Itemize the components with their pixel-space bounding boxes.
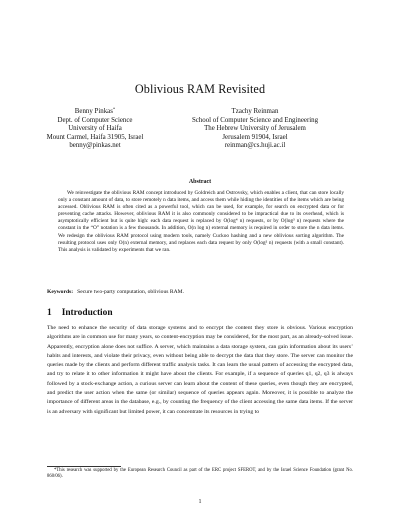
- abstract: [58, 190, 344, 254]
- author-1-name-line: [40, 108, 150, 117]
- author-2: [150, 108, 360, 151]
- section-heading: [47, 308, 113, 318]
- author-1-name: Benny Pinkas: [74, 108, 113, 115]
- author-2-email: reinman@cs.huji.ac.il: [224, 142, 286, 150]
- author-2-name: Tzachy Reinman: [231, 108, 279, 115]
- body-paragraph: The need to enhance the security of data storage systems and to encrypt the content they store is obvious. Various encryption algorithms are in common use for many years, so content-encryption may be considered, for the most part, as an already-solved issue. Apparently, encryption alone does not suffice. A server, which maintains a data storage system, can gain information about its users’ habits and interests, and violate their privacy, even without being able to decrypt the data that they store. The server can monitor the queries made by the clients and perform different traffic analysis tasks. It can learn the usual pattern of accessing the encrypted data, and try to relate it to other information it might have about the clients. For example, if a sequence of queries q1, q2, q3 is always followed by a stock-exchange action, a curious server can learn about the content of these queries, even though they are encrypted, and predict the user action when the same (or similar) sequence of queries appears again. Moreover, it is possible to analyze the importance of different areas in the database, e.g., by counting the frequency of the client accessing the same data items. If the server is an adversary with significant but limited power, it can concentrate its resources in trying to: [47, 325, 353, 415]
- footnote-text: *This research was supported by the European Research Council as part of the ERC project SFEROT, and by the Israel Science Foundation (grant No. 860/06).: [47, 468, 353, 480]
- author-1-dept: Dept. of Computer Science: [57, 116, 133, 124]
- abstract-text: We reinvestigate the oblivious RAM concept introduced by Goldreich and Ostrovsky, which enables a client, that can store locally only a constant amount of data, to store remotely n data items, and access them while hiding the identities of the items which are being accessed. Oblivious RAM is often cited as a powerful tool, which can be used, for example, for search on encrypted data or for preventing cache attacks. However, oblivious RAM it is also commonly considered to be impractical due to its overhead, which is asymptotically efficient but is quite high: each data request is replaced by O(log⁴ n) requests, or by O(log³ n) requests where the constant in the “O” notation is a few thousands. In addition, O(n log n) external memory is required in order to store the n data items. We redesign the oblivious RAM protocol using modern tools, namely Cuckoo hashing and a new oblivious sorting algorithm. The resulting protocol uses only O(n) external memory, and replaces each data request by only O(log² n) requests (with a small constant). This analysis is validated by experiments that we ran.: [58, 190, 344, 253]
- paper-title: Oblivious RAM Revisited: [134, 82, 266, 96]
- body-text: [47, 324, 353, 417]
- page-number: 1: [198, 499, 202, 505]
- abstract-heading: Abstract: [188, 179, 212, 185]
- keywords: [47, 289, 353, 295]
- footnote-rule: [47, 466, 121, 467]
- keywords-text: Secure two-party computation, oblivious RAM.: [77, 289, 184, 295]
- footnote-mark: *: [112, 106, 116, 112]
- author-block: [40, 108, 360, 151]
- author-2-institution: The Hebrew University of Jerusalem: [204, 125, 306, 133]
- section-number: 1: [47, 308, 52, 318]
- author-2-address: Jerusalem 91904, Israel: [222, 133, 288, 141]
- author-1: [40, 108, 150, 151]
- footnote: [47, 468, 353, 481]
- author-1-email: benny@pinkas.net: [69, 142, 121, 150]
- author-1-address: Mount Carmel, Haifa 31905, Israel: [46, 133, 144, 141]
- keywords-label: Keywords:: [47, 289, 74, 295]
- author-2-dept: School of Computer Science and Engineering: [191, 116, 319, 124]
- author-1-institution: University of Haifa: [68, 125, 122, 133]
- section-title: Introduction: [61, 308, 113, 318]
